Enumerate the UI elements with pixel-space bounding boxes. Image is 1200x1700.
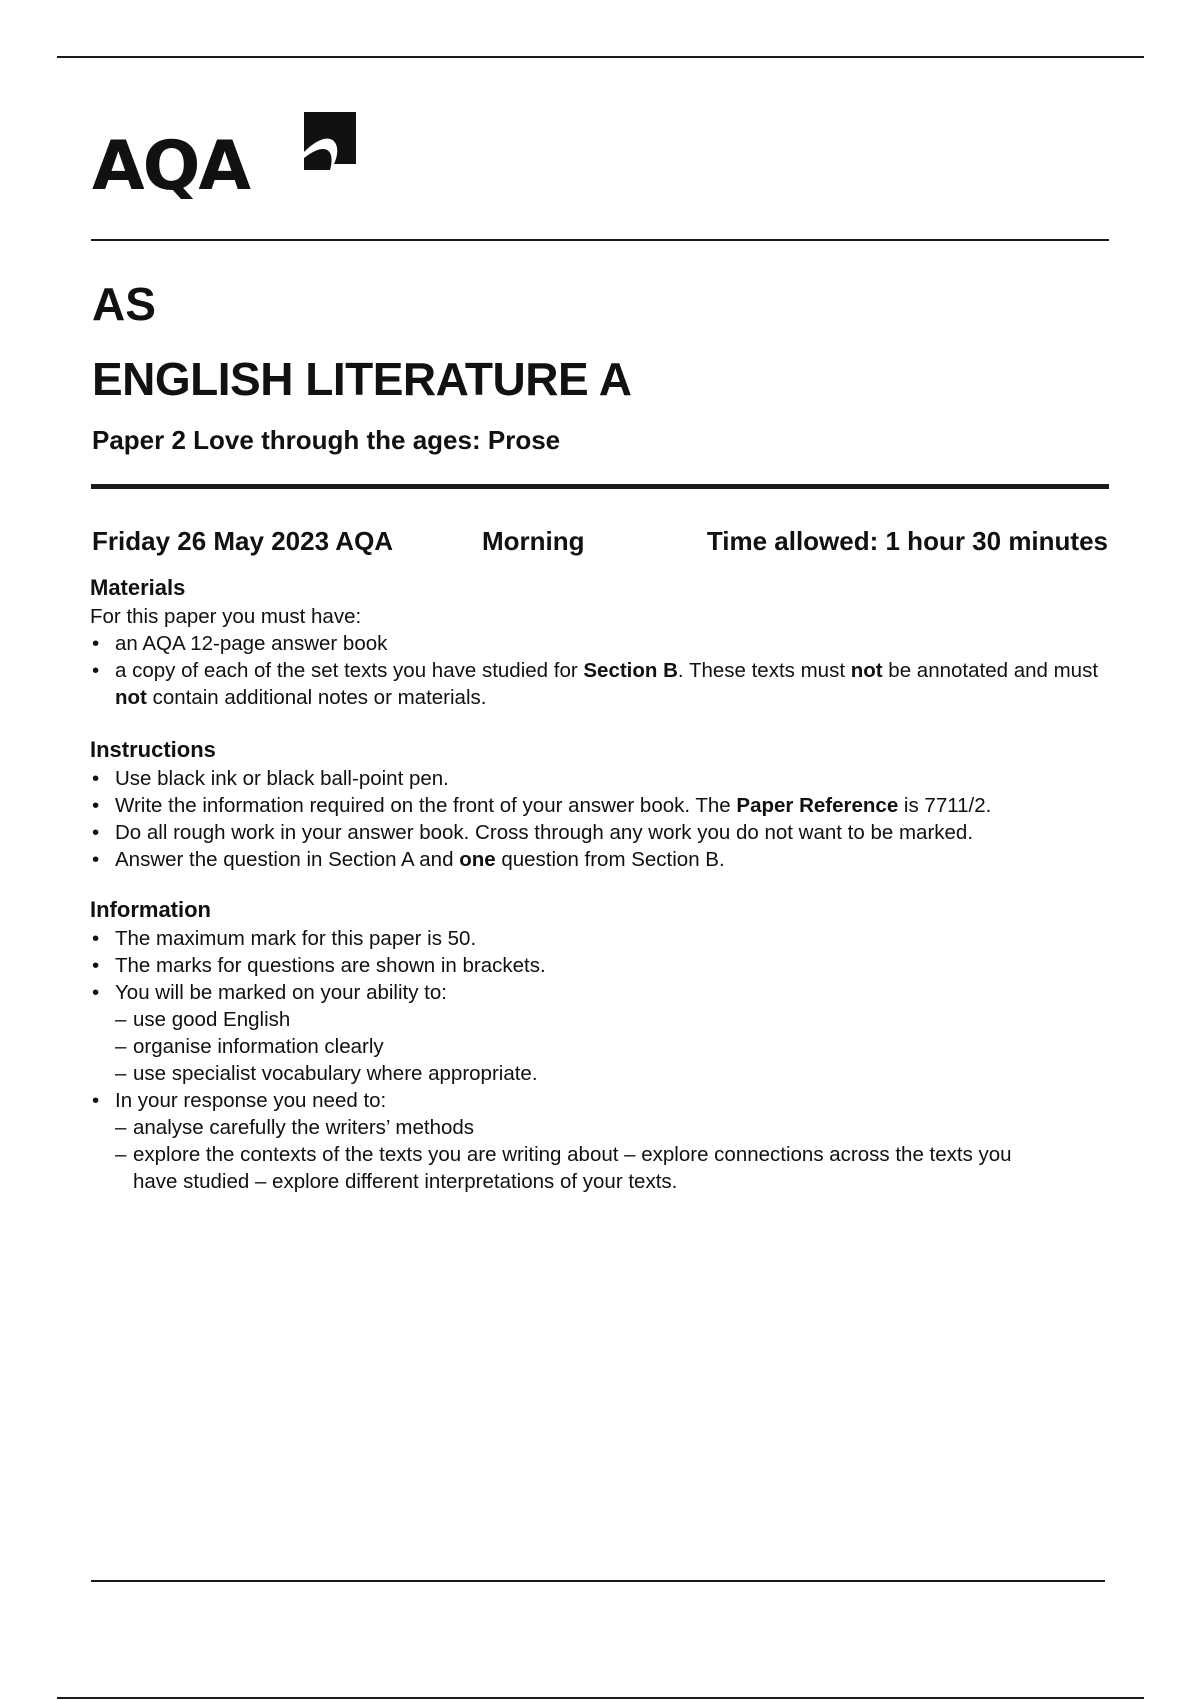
ability-sublist [115, 1006, 1120, 1087]
exam-session: Morning [482, 526, 585, 556]
materials-intro: For this paper you must have: [90, 605, 362, 628]
list-item: • Answer the question in Section A and one question from Section B. [90, 846, 1120, 873]
bottom-rule [57, 1697, 1144, 1699]
qualification-level: AS [92, 278, 156, 330]
sub-list-item: – explore the contexts of the texts you are writing about – explore connections across the texts you have studied – explore different interpretations of your texts. [115, 1143, 1012, 1193]
list-item: • You will be marked on your ability to: – use good English – organise information clearly – use specialist vocabulary where appropriate. [90, 979, 1120, 1087]
list-item: • an AQA 12-page answer book [90, 630, 1120, 657]
list-item: • In your response you need to: – analyse carefully the writers’ methods – explore the contexts of the texts you are writing about – explore connections across the texts you have studied – explore different interpretations of your texts. [90, 1087, 1120, 1195]
list-item: • The marks for questions are shown in brackets. [90, 952, 1120, 979]
instructions-heading: Instructions [90, 737, 216, 762]
materials-heading: Materials [90, 575, 186, 600]
list-item: • Use black ink or black ball-point pen. [90, 765, 1120, 792]
list-item: • Write the information required on the front of your answer book. The Paper Reference is 7711/2. [90, 792, 1120, 819]
lower-rule [91, 1580, 1105, 1582]
materials-list [90, 630, 1120, 711]
sub-list-item: – use specialist vocabulary where appropriate. [115, 1062, 538, 1085]
exam-date: Friday 26 May 2023 AQA [92, 526, 394, 556]
list-item: • The maximum mark for this paper is 50. [90, 925, 1120, 952]
instructions-section [90, 735, 1120, 873]
exam-details [92, 523, 1108, 559]
instructions-list [90, 765, 1120, 873]
paper-title: Paper 2 Love through the ages: Prose [92, 425, 561, 455]
subject-title: ENGLISH LITERATURE A [92, 353, 632, 405]
aqa-flag-icon [300, 112, 356, 176]
information-list [90, 925, 1120, 1195]
sub-list-item: – analyse carefully the writers’ methods [115, 1116, 475, 1139]
response-sublist [115, 1114, 1120, 1195]
information-heading: Information [90, 897, 211, 922]
sub-list-item: – use good English [115, 1008, 291, 1031]
thick-divider [91, 484, 1109, 489]
materials-section [90, 573, 1120, 711]
list-item: • Do all rough work in your answer book. Cross through any work you do not want to be marked. [90, 819, 1120, 846]
information-section [90, 895, 1120, 1195]
top-rule [57, 56, 1144, 58]
list-item: • a copy of each of the set texts you have studied for Section B. These texts must not be annotated and must not contain additional notes or materials. [90, 657, 1120, 711]
logo-divider [91, 239, 1109, 241]
aqa-logo [92, 112, 362, 212]
time-allowed: Time allowed: 1 hour 30 minutes [706, 526, 1108, 556]
sub-list-item: – organise information clearly [115, 1035, 384, 1058]
logo-text: AQA [92, 127, 250, 206]
